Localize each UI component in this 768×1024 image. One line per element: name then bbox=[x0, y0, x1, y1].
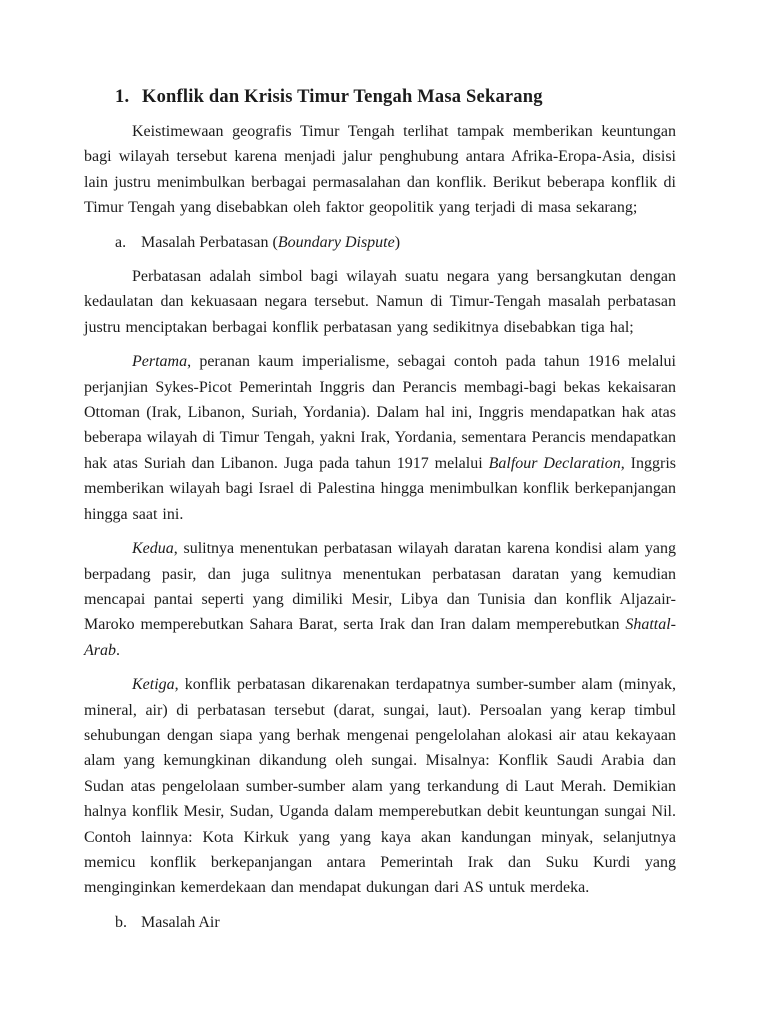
list-item-b-marker: b. bbox=[115, 913, 127, 931]
paragraph-pertama-body2: , Inggris memberikan wilayah bagi Israel di Palestina hingga menimbulkan konflik berkepanjangan hingga saat ini. bbox=[84, 454, 677, 523]
list-item-a-text: Masalah Perbatasan ( bbox=[141, 233, 278, 251]
paragraph-pertama bbox=[84, 349, 676, 527]
paragraph-ketiga-lead: Ketiga bbox=[132, 676, 175, 694]
list-item-b bbox=[84, 910, 676, 935]
list-item-a bbox=[84, 230, 676, 255]
paragraph-pertama-body1: , peranan kaum imperialisme, sebagai contoh pada tahun 1916 melalui perjanjian Sykes-Picot Pemerintah Inggris dan Perancis membagi-bagi bekas kekaisaran Ottoman (Irak, Libanon, Suriah, Yordania). Dalam hal ini, Inggris mendapatkan hak atas beberapa wilayah di Timur Tengah, yakni Irak, Yordania, sementara Perancis mendapatkan hak atas Suriah dan Libanon. Juga pada tahun 1917 melalui bbox=[84, 353, 676, 472]
list-item-a-label bbox=[141, 230, 400, 255]
paragraph-kedua-emphasis: Shattal-Arab bbox=[84, 616, 676, 659]
paragraph-kedua-lead: Kedua bbox=[132, 540, 174, 558]
list-item-a-marker: a. bbox=[115, 233, 127, 251]
paragraph-ketiga bbox=[84, 672, 676, 901]
list-item-a-emphasis: Boundary Dispute bbox=[277, 233, 395, 251]
paragraph-kedua-body1: , sulitnya menentukan perbatasan wilayah daratan karena kondisi alam yang berpadang pasir, dan juga sulitnya menentukan perbatasan daratan yang kemudian mencapai pantai seperti yang dimiliki Mesir, Libya dan Tunisia dan konflik Aljazair-Maroko memperebutkan Sahara Barat, serta Irak dan Iran dalam memperebutkan bbox=[84, 540, 676, 634]
paragraph-intro: Keistimewaan geografis Timur Tengah terlihat tampak memberikan keuntungan bagi wilayah tersebut karena menjadi jalur penghubung antara Afrika-Eropa-Asia, disisi lain justru menimbulkan berbagai permasalahan dan konflik. Berikut beberapa konflik di Timur Tengah yang disebabkan oleh faktor geopolitik yang terjadi di masa sekarang; bbox=[84, 123, 676, 217]
list-item-b-label: Masalah Air bbox=[141, 913, 220, 931]
paragraph-perbatasan: Perbatasan adalah simbol bagi wilayah suatu negara yang bersangkutan dengan kedaulatan dan kekuasaan negara tersebut. Namun di Timur-Tengah masalah perbatasan justru menciptakan berbagai konflik perbatasan yang sedikitnya disebabkan tiga hal; bbox=[84, 268, 676, 336]
paragraph-kedua-body2: . bbox=[116, 641, 120, 659]
section-heading-title: Konflik dan Krisis Timur Tengah Masa Sekarang bbox=[142, 87, 543, 107]
paragraph-kedua bbox=[84, 536, 676, 663]
list-item-a-close: ) bbox=[394, 233, 401, 251]
section-heading-number: 1. bbox=[115, 87, 130, 107]
paragraph-ketiga-body: , konflik perbatasan dikarenakan terdapatnya sumber-sumber alam (minyak, mineral, air) di perbatasan tersebut (darat, sungai, laut). Persoalan yang kerap timbul sehubungan dengan siapa yang berhak mengenai pengelolahan alokasi air atau kekayaan alam yang kemungkinan dikandung oleh sungai. Misalnya: Konflik Saudi Arabia dan Sudan atas pengelolaan sumber-sumber alam yang terkandung di Laut Merah. Demikian halnya konflik Mesir, Sudan, Uganda dalam memperebutkan debit keuntungan sungai Nil. Contoh lainnya: Kota Kirkuk yang yang kaya akan kandungan minyak, selanjutnya memicu konflik berkepanjangan antara Pemerintah Irak dan Suku Kurdi yang menginginkan kemerdekaan dan mendapat dukungan dari AS untuk merdeka. bbox=[84, 676, 676, 897]
paragraph-pertama-lead: Pertama bbox=[132, 353, 188, 371]
paragraph-pertama-emphasis: Balfour Declaration bbox=[488, 454, 621, 472]
section-heading bbox=[84, 84, 676, 110]
